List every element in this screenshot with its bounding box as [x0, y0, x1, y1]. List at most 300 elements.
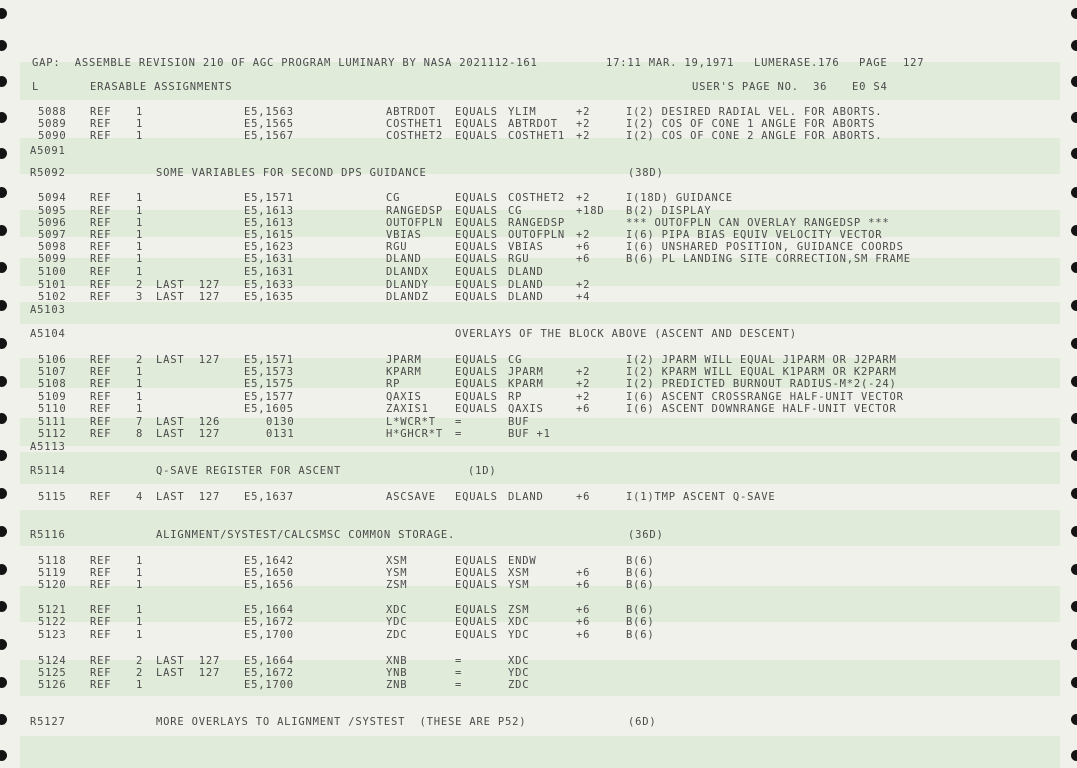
line-operand: YLIM [508, 106, 537, 118]
line-operand: BUF +1 [508, 428, 551, 440]
line-last: LAST 127 [156, 354, 221, 366]
line-kind: REF [90, 378, 112, 390]
listing-title: GAP: ASSEMBLE REVISION 210 OF AGC PROGRAM LUMINARY BY NASA 2021112-161 [32, 57, 538, 69]
line-operand: DLAND [508, 266, 544, 278]
tractor-hole [1071, 639, 1077, 650]
line-number: 5110 [38, 403, 67, 415]
line-kind: REF [90, 655, 112, 667]
line-label: OUTOFPLN [386, 217, 443, 229]
line-last: LAST 127 [156, 279, 221, 291]
line-address: E5,1577 [244, 391, 294, 403]
line-kind: REF [90, 616, 112, 628]
line-off: +2 [576, 192, 591, 204]
line-address: E5,1573 [244, 366, 294, 378]
section-title: ERASABLE ASSIGNMENTS [90, 81, 233, 93]
line-comment: I(18D) GUIDANCE [626, 192, 733, 204]
line-address: E5,1631 [244, 266, 294, 278]
line-op: = [455, 428, 463, 440]
line-n: 1 [136, 403, 144, 415]
line-operand: XSM [508, 567, 530, 579]
tractor-hole [1071, 225, 1077, 236]
greenbar-band [20, 302, 1060, 324]
line-label: RGU [386, 241, 408, 253]
line-kind: REF [90, 229, 112, 241]
line-op: = [455, 679, 463, 691]
line-kind: REF [90, 416, 112, 428]
line-number: 5101 [38, 279, 67, 291]
tractor-hole [1071, 413, 1077, 424]
line-label: DLANDX [386, 266, 429, 278]
line-op: EQUALS [455, 266, 498, 278]
line-n: 2 [136, 667, 144, 679]
line-address: E5,1700 [244, 679, 294, 691]
line-number: 5100 [38, 266, 67, 278]
line-label: JPARM [386, 354, 422, 366]
line-number: R5114 [30, 465, 66, 477]
line-label: KPARM [386, 366, 422, 378]
line-number: 5126 [38, 679, 67, 691]
line-number: 5099 [38, 253, 67, 265]
line-kind: REF [90, 241, 112, 253]
line-operand: COSTHET2 [508, 192, 565, 204]
line-number: 5102 [38, 291, 67, 303]
listing-file: LUMERASE.176 [754, 57, 840, 69]
line-operand: ENDW [508, 555, 537, 567]
line-kind: REF [90, 629, 112, 641]
line-address: E5,1672 [244, 667, 294, 679]
tractor-holes-right [1057, 0, 1077, 768]
line-kind: REF [90, 567, 112, 579]
line-comment: I(2) PREDICTED BURNOUT RADIUS-M*2(-24) [626, 378, 897, 390]
line-n: 2 [136, 655, 144, 667]
line-label: H*GHCR*T [386, 428, 443, 440]
line-address: E5,1613 [244, 205, 294, 217]
line-op: = [455, 667, 463, 679]
line-heading: ALIGNMENT/SYSTEST/CALCSMSC COMMON STORAGE. [156, 529, 456, 541]
line-n: 1 [136, 253, 144, 265]
tractor-hole [0, 187, 7, 198]
line-kind: REF [90, 291, 112, 303]
line-op: EQUALS [455, 604, 498, 616]
line-op: EQUALS [455, 403, 498, 415]
tractor-hole [1071, 488, 1077, 499]
line-op: EQUALS [455, 217, 498, 229]
tractor-hole [0, 750, 7, 761]
line-op: = [455, 416, 463, 428]
tractor-hole [1071, 376, 1077, 387]
tractor-hole [0, 677, 7, 688]
line-op: EQUALS [455, 629, 498, 641]
line-number: 5119 [38, 567, 67, 579]
line-kind: REF [90, 118, 112, 130]
line-operand: CG [508, 205, 523, 217]
line-address: E5,1650 [244, 567, 294, 579]
line-operand: DLAND [508, 291, 544, 303]
tractor-hole [0, 225, 7, 236]
line-address: E5,1664 [244, 604, 294, 616]
line-label: DLAND [386, 253, 422, 265]
line-last: LAST 126 [156, 416, 221, 428]
line-label: ZDC [386, 629, 408, 641]
line-address: E5,1571 [244, 354, 294, 366]
line-off: +2 [576, 378, 591, 390]
line-kind: REF [90, 579, 112, 591]
line-address: E5,1613 [244, 217, 294, 229]
line-off: +6 [576, 253, 591, 265]
line-operand: RP [508, 391, 523, 403]
line-label: YNB [386, 667, 408, 679]
line-number: 5090 [38, 130, 67, 142]
line-op: EQUALS [455, 130, 498, 142]
line-address: E5,1567 [244, 130, 294, 142]
line-label: COSTHET1 [386, 118, 443, 130]
line-address: E5,1700 [244, 629, 294, 641]
tractor-hole [0, 40, 7, 51]
line-n: 1 [136, 579, 144, 591]
line-operand: OUTOFPLN [508, 229, 565, 241]
tractor-hole [0, 450, 7, 461]
line-comment: B(6) [626, 604, 655, 616]
line-op: EQUALS [455, 555, 498, 567]
line-off: +6 [576, 629, 591, 641]
line-number: 5115 [38, 491, 67, 503]
tractor-hole [1071, 601, 1077, 612]
line-tag-mid: (1D) [468, 465, 497, 477]
line-label: YDC [386, 616, 408, 628]
line-n: 4 [136, 491, 144, 503]
line-operand: KPARM [508, 378, 544, 390]
line-n: 1 [136, 567, 144, 579]
line-op: EQUALS [455, 192, 498, 204]
line-tag: (36D) [628, 529, 664, 541]
line-operand: DLAND [508, 491, 544, 503]
line-n: 8 [136, 428, 144, 440]
tractor-hole [0, 564, 7, 575]
line-operand: XDC [508, 616, 530, 628]
line-operand: RGU [508, 253, 530, 265]
line-label: VBIAS [386, 229, 422, 241]
line-address: E5,1672 [244, 616, 294, 628]
line-address: E5,1631 [244, 253, 294, 265]
line-off: +6 [576, 579, 591, 591]
line-operand: DLAND [508, 279, 544, 291]
line-comment: I(2) JPARM WILL EQUAL J1PARM OR J2PARM [626, 354, 897, 366]
line-kind: REF [90, 130, 112, 142]
line-off: +2 [576, 366, 591, 378]
line-comment: I(6) ASCENT DOWNRANGE HALF-UNIT VECTOR [626, 403, 897, 415]
line-address: E5,1637 [244, 491, 294, 503]
line-address: E5,1565 [244, 118, 294, 130]
line-kind: REF [90, 192, 112, 204]
line-comment: *** OUTOFPLN CAN OVERLAY RANGEDSP *** [626, 217, 890, 229]
line-off: +6 [576, 616, 591, 628]
line-op: EQUALS [455, 118, 498, 130]
line-op: EQUALS [455, 579, 498, 591]
line-heading2: OVERLAYS OF THE BLOCK ABOVE (ASCENT AND DESCENT) [455, 328, 797, 340]
line-op: EQUALS [455, 567, 498, 579]
line-op: EQUALS [455, 106, 498, 118]
line-off: +2 [576, 130, 591, 142]
line-last: LAST 127 [156, 491, 221, 503]
tractor-hole [1071, 677, 1077, 688]
line-op: EQUALS [455, 279, 498, 291]
line-number: 5106 [38, 354, 67, 366]
line-n: 2 [136, 279, 144, 291]
tractor-hole [0, 112, 7, 123]
line-number: 5096 [38, 217, 67, 229]
line-label: CG [386, 192, 401, 204]
tractor-hole [0, 526, 7, 537]
line-last: LAST 127 [156, 291, 221, 303]
line-kind: REF [90, 555, 112, 567]
line-kind: REF [90, 205, 112, 217]
tractor-hole [1071, 564, 1077, 575]
tractor-hole [0, 76, 7, 87]
line-op: EQUALS [455, 366, 498, 378]
line-number: R5127 [30, 716, 66, 728]
line-off: +18D [576, 205, 605, 217]
line-number: 5125 [38, 667, 67, 679]
tractor-hole [1071, 262, 1077, 273]
line-label: DLANDZ [386, 291, 429, 303]
line-n: 1 [136, 266, 144, 278]
line-address: E5,1575 [244, 378, 294, 390]
line-comment: I(2) DESIRED RADIAL VEL. FOR ABORTS. [626, 106, 883, 118]
line-op: EQUALS [455, 205, 498, 217]
tractor-hole [1071, 338, 1077, 349]
line-n: 1 [136, 679, 144, 691]
line-address: E5,1571 [244, 192, 294, 204]
line-label: RANGEDSP [386, 205, 443, 217]
line-address: E5,1656 [244, 579, 294, 591]
line-number: 5121 [38, 604, 67, 616]
line-address: E5,1664 [244, 655, 294, 667]
line-comment: I(2) COS OF CONE 2 ANGLE FOR ABORTS. [626, 130, 883, 142]
line-address: E5,1623 [244, 241, 294, 253]
line-off: +2 [576, 118, 591, 130]
line-n: 7 [136, 416, 144, 428]
line-op: EQUALS [455, 354, 498, 366]
line-operand: CG [508, 354, 523, 366]
line-kind: REF [90, 366, 112, 378]
line-kind: REF [90, 403, 112, 415]
users-page-number: USER'S PAGE NO. 36 [692, 81, 828, 93]
line-label: ABTRDOT [386, 106, 436, 118]
line-n: 1 [136, 229, 144, 241]
line-comment: B(6) PL LANDING SITE CORRECTION,SM FRAME [626, 253, 911, 265]
line-off: +2 [576, 279, 591, 291]
line-comment: I(1)TMP ASCENT Q-SAVE [626, 491, 776, 503]
line-number: R5116 [30, 529, 66, 541]
page-label: PAGE [859, 57, 888, 69]
tractor-hole [1071, 8, 1077, 19]
line-tag: (38D) [628, 167, 664, 179]
tractor-hole [0, 376, 7, 387]
line-number: 5095 [38, 205, 67, 217]
line-label: YSM [386, 567, 408, 579]
line-off: +4 [576, 291, 591, 303]
line-kind: REF [90, 217, 112, 229]
line-kind: REF [90, 428, 112, 440]
line-op: EQUALS [455, 229, 498, 241]
line-label: COSTHET2 [386, 130, 443, 142]
line-label: XSM [386, 555, 408, 567]
line-operand: COSTHET1 [508, 130, 565, 142]
line-comment: B(6) [626, 629, 655, 641]
line-heading: Q-SAVE REGISTER FOR ASCENT [156, 465, 342, 477]
line-label: ZSM [386, 579, 408, 591]
line-number: 5088 [38, 106, 67, 118]
tractor-hole [1071, 450, 1077, 461]
line-number: A5103 [30, 304, 66, 316]
line-n: 1 [136, 192, 144, 204]
line-operand: XDC [508, 655, 530, 667]
line-n: 1 [136, 378, 144, 390]
line-op: EQUALS [455, 253, 498, 265]
line-off: +2 [576, 391, 591, 403]
tractor-hole [1071, 526, 1077, 537]
line-n: 1 [136, 391, 144, 403]
line-operand: ZDC [508, 679, 530, 691]
tractor-hole [1071, 714, 1077, 725]
line-number: A5104 [30, 328, 66, 340]
line-n: 1 [136, 629, 144, 641]
line-operand: YSM [508, 579, 530, 591]
line-label: ZNB [386, 679, 408, 691]
line-n: 1 [136, 366, 144, 378]
line-kind: REF [90, 679, 112, 691]
tractor-hole [0, 300, 7, 311]
line-heading: SOME VARIABLES FOR SECOND DPS GUIDANCE [156, 167, 427, 179]
line-kind: REF [90, 106, 112, 118]
line-last: LAST 127 [156, 667, 221, 679]
line-address: 0130 [266, 416, 295, 428]
line-comment: B(2) DISPLAY [626, 205, 712, 217]
line-kind: REF [90, 253, 112, 265]
tractor-hole [1071, 187, 1077, 198]
line-operand: YDC [508, 629, 530, 641]
line-number: 5112 [38, 428, 67, 440]
line-operand: YDC [508, 667, 530, 679]
line-number: 5108 [38, 378, 67, 390]
line-n: 1 [136, 241, 144, 253]
line-operand: BUF [508, 416, 530, 428]
line-op: EQUALS [455, 241, 498, 253]
line-off: +6 [576, 241, 591, 253]
line-n: 1 [136, 205, 144, 217]
line-operand: QAXIS [508, 403, 544, 415]
line-operand: ABTRDOT [508, 118, 558, 130]
line-address: E5,1642 [244, 555, 294, 567]
line-off: +6 [576, 567, 591, 579]
line-tag: (6D) [628, 716, 657, 728]
line-label: ASCSAVE [386, 491, 436, 503]
tractor-hole [1071, 300, 1077, 311]
line-label: XNB [386, 655, 408, 667]
tractor-hole [1071, 750, 1077, 761]
tractor-hole [0, 413, 7, 424]
tractor-hole [1071, 112, 1077, 123]
tractor-hole [0, 639, 7, 650]
line-off: +6 [576, 604, 591, 616]
line-number: 5124 [38, 655, 67, 667]
eo-marker: E0 S4 [852, 81, 888, 93]
line-label: L*WCR*T [386, 416, 436, 428]
line-number: 5111 [38, 416, 67, 428]
tractor-hole [0, 148, 7, 159]
line-kind: REF [90, 604, 112, 616]
tractor-hole [0, 262, 7, 273]
line-n: 1 [136, 106, 144, 118]
page-number: 127 [903, 57, 925, 69]
line-address: E5,1633 [244, 279, 294, 291]
line-address: E5,1635 [244, 291, 294, 303]
line-kind: REF [90, 279, 112, 291]
line-op: EQUALS [455, 616, 498, 628]
line-operand: VBIAS [508, 241, 544, 253]
tractor-hole [0, 8, 7, 19]
line-number: 5123 [38, 629, 67, 641]
line-address: E5,1615 [244, 229, 294, 241]
tractor-hole [0, 601, 7, 612]
greenbar-band [20, 736, 1060, 768]
line-number: 5120 [38, 579, 67, 591]
line-address: E5,1605 [244, 403, 294, 415]
line-off: +6 [576, 491, 591, 503]
line-number: 5097 [38, 229, 67, 241]
line-comment: I(2) KPARM WILL EQUAL K1PARM OR K2PARM [626, 366, 897, 378]
line-heading: MORE OVERLAYS TO ALIGNMENT /SYSTEST (THESE ARE P52) [156, 716, 527, 728]
line-operand: RANGEDSP [508, 217, 565, 229]
line-n: 3 [136, 291, 144, 303]
line-op: EQUALS [455, 291, 498, 303]
tractor-hole [0, 488, 7, 499]
line-number: 5118 [38, 555, 67, 567]
tractor-holes-left [0, 0, 20, 768]
tractor-hole [0, 714, 7, 725]
line-comment: I(6) ASCENT CROSSRANGE HALF-UNIT VECTOR [626, 391, 904, 403]
line-comment: I(6) PIPA BIAS EQUIV VELOCITY VECTOR [626, 229, 883, 241]
line-off: +2 [576, 229, 591, 241]
tractor-hole [0, 338, 7, 349]
line-label: ZAXIS1 [386, 403, 429, 415]
line-n: 1 [136, 217, 144, 229]
line-address: 0131 [266, 428, 295, 440]
line-operand: JPARM [508, 366, 544, 378]
line-kind: REF [90, 491, 112, 503]
line-last: LAST 127 [156, 655, 221, 667]
line-kind: REF [90, 266, 112, 278]
line-comment: B(6) [626, 567, 655, 579]
line-comment: B(6) [626, 579, 655, 591]
line-comment: B(6) [626, 616, 655, 628]
line-off: +6 [576, 403, 591, 415]
line-n: 2 [136, 354, 144, 366]
line-number: 5107 [38, 366, 67, 378]
tractor-hole [1071, 76, 1077, 87]
line-address: E5,1563 [244, 106, 294, 118]
column-l-label: L [32, 81, 40, 93]
line-kind: REF [90, 391, 112, 403]
tractor-hole [1071, 148, 1077, 159]
line-number: A5113 [30, 441, 66, 453]
line-comment: B(6) [626, 555, 655, 567]
line-comment: I(6) UNSHARED POSITION, GUIDANCE COORDS [626, 241, 904, 253]
line-number: 5109 [38, 391, 67, 403]
line-op: EQUALS [455, 391, 498, 403]
line-kind: REF [90, 667, 112, 679]
line-n: 1 [136, 616, 144, 628]
